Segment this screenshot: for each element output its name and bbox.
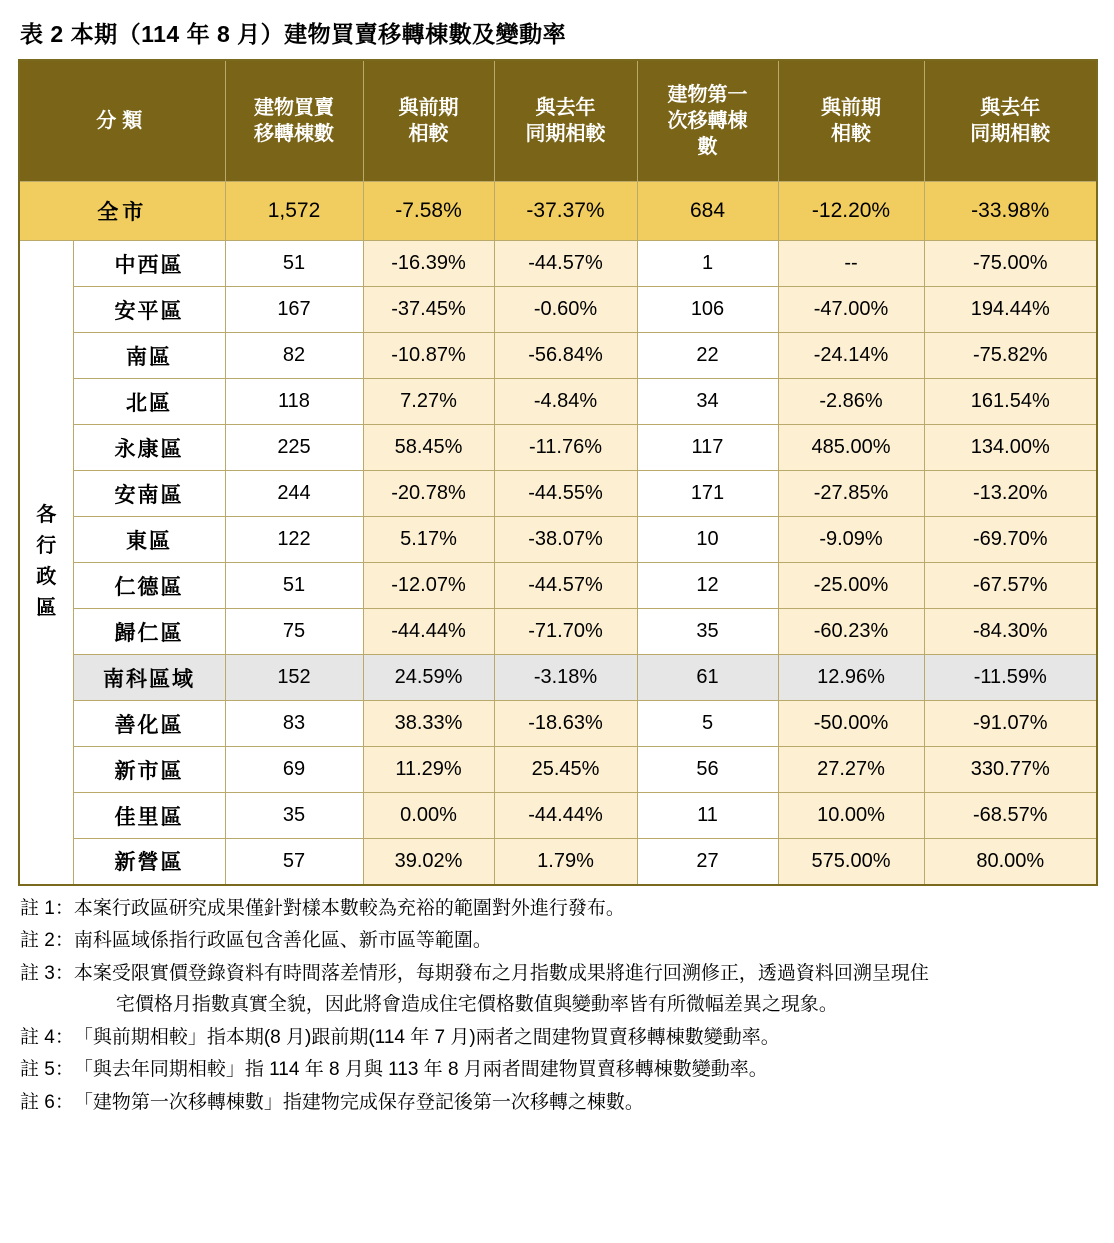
cell-first-transfer: 1: [637, 241, 778, 287]
cell-vs-lastyear: 25.45%: [494, 747, 637, 793]
cell-vs-lastyear: -11.76%: [494, 425, 637, 471]
table-row: [19, 379, 1097, 425]
cell-vs-prev-2: -50.00%: [778, 701, 924, 747]
cell-transfer-count: 167: [225, 287, 363, 333]
cell-transfer-count: 152: [225, 655, 363, 701]
cell-transfer-count: 69: [225, 747, 363, 793]
row-label-district: 永康區: [73, 425, 225, 471]
cell-first-transfer: 35: [637, 609, 778, 655]
cell-vs-lastyear: -56.84%: [494, 333, 637, 379]
cell-vs-lastyear: -4.84%: [494, 379, 637, 425]
footnote-3: [20, 959, 1096, 1021]
header-line-1: 與前期: [398, 97, 459, 119]
footnote-label: 註 2：: [20, 930, 74, 952]
header-line-1: 與去年: [535, 97, 596, 119]
cell-vs-prev: -37.45%: [363, 287, 494, 333]
cell-vs-prev-2: --: [778, 241, 924, 287]
cell-vs-lastyear-2: -13.20%: [924, 471, 1097, 517]
cell-transfer-count: 35: [225, 793, 363, 839]
header-line-2: 同期相較: [970, 123, 1051, 145]
cell-vs-prev: -20.78%: [363, 471, 494, 517]
cell-vs-prev: 38.33%: [363, 701, 494, 747]
cell-vs-lastyear: -37.37%: [494, 182, 637, 241]
group-label-char-2: 行: [36, 535, 57, 558]
cell-transfer-count: 57: [225, 839, 363, 885]
header-line-2: 相較: [408, 123, 449, 145]
cell-first-transfer: 117: [637, 425, 778, 471]
cell-vs-lastyear-2: -67.57%: [924, 563, 1097, 609]
table-row: [19, 517, 1097, 563]
cell-vs-prev: 39.02%: [363, 839, 494, 885]
cell-vs-prev-2: -9.09%: [778, 517, 924, 563]
cell-vs-lastyear: -3.18%: [494, 655, 637, 701]
cell-transfer-count: 51: [225, 563, 363, 609]
cell-vs-lastyear-2: -91.07%: [924, 701, 1097, 747]
row-label-district: 歸仁區: [73, 609, 225, 655]
column-header-vs-lastyear: [494, 60, 637, 182]
cell-vs-prev: 7.27%: [363, 379, 494, 425]
footnote-label: 註 3：: [20, 963, 74, 985]
cell-vs-prev: -12.07%: [363, 563, 494, 609]
cell-vs-prev: 24.59%: [363, 655, 494, 701]
cell-vs-lastyear-2: -69.70%: [924, 517, 1097, 563]
row-label-district: 安南區: [73, 471, 225, 517]
cell-first-transfer: 10: [637, 517, 778, 563]
cell-first-transfer: 56: [637, 747, 778, 793]
cell-first-transfer: 684: [637, 182, 778, 241]
cell-transfer-count: 118: [225, 379, 363, 425]
cell-first-transfer: 27: [637, 839, 778, 885]
cell-vs-prev-2: 10.00%: [778, 793, 924, 839]
cell-vs-prev-2: 27.27%: [778, 747, 924, 793]
cell-transfer-count: 225: [225, 425, 363, 471]
cell-first-transfer: 34: [637, 379, 778, 425]
cell-vs-prev: -10.87%: [363, 333, 494, 379]
cell-vs-lastyear: -18.63%: [494, 701, 637, 747]
footnote-label: 註 5：: [20, 1059, 74, 1081]
header-line-3: 數: [697, 136, 718, 158]
cell-vs-prev-2: 485.00%: [778, 425, 924, 471]
cell-first-transfer: 171: [637, 471, 778, 517]
cell-vs-prev-2: -12.20%: [778, 182, 924, 241]
cell-first-transfer: 106: [637, 287, 778, 333]
footnote-5: [20, 1055, 1096, 1086]
cell-vs-lastyear-2: -75.00%: [924, 241, 1097, 287]
footnote-label: 註 1：: [20, 897, 74, 919]
cell-vs-lastyear-2: 161.54%: [924, 379, 1097, 425]
cell-transfer-count: 244: [225, 471, 363, 517]
cell-transfer-count: 82: [225, 333, 363, 379]
cell-vs-lastyear-2: 134.00%: [924, 425, 1097, 471]
table-row: [19, 471, 1097, 517]
cell-vs-lastyear: -38.07%: [494, 517, 637, 563]
row-label-district: 南區: [73, 333, 225, 379]
cell-transfer-count: 75: [225, 609, 363, 655]
header-line-1: 建物第一: [667, 84, 748, 106]
cell-vs-prev: 0.00%: [363, 793, 494, 839]
cell-vs-lastyear: -44.57%: [494, 241, 637, 287]
header-line-1: 與前期: [821, 97, 881, 119]
cell-vs-prev-2: -27.85%: [778, 471, 924, 517]
table-row: [19, 747, 1097, 793]
cell-vs-prev-2: 575.00%: [778, 839, 924, 885]
row-label-district: 東區: [73, 517, 225, 563]
row-label-district: 善化區: [73, 701, 225, 747]
cell-first-transfer: 5: [637, 701, 778, 747]
row-label-district: 北區: [73, 379, 225, 425]
table-row: [19, 701, 1097, 747]
table-row: [19, 563, 1097, 609]
cell-vs-lastyear-2: -75.82%: [924, 333, 1097, 379]
table-body: [19, 182, 1097, 885]
cell-transfer-count: 51: [225, 241, 363, 287]
cell-vs-prev: 5.17%: [363, 517, 494, 563]
cell-first-transfer: 61: [637, 655, 778, 701]
cell-vs-prev-2: -25.00%: [778, 563, 924, 609]
row-label-district: 佳里區: [73, 793, 225, 839]
cell-vs-prev-2: -47.00%: [778, 287, 924, 333]
cell-vs-lastyear-2: -33.98%: [924, 182, 1097, 241]
footnote-text: 本案受限實價登錄資料有時間落差情形，每期發布之月指數成果將進行回溯修正，透過資料回溯呈現住: [73, 963, 929, 985]
row-group-label-districts: [19, 241, 73, 885]
row-label-district: 新市區: [73, 747, 225, 793]
group-label-char-4: 區: [36, 597, 57, 620]
column-header-first-transfer: [637, 60, 778, 182]
cell-vs-lastyear-2: 80.00%: [924, 839, 1097, 885]
cell-first-transfer: 22: [637, 333, 778, 379]
column-header-transfer-count: [225, 60, 363, 182]
cell-vs-prev-2: 12.96%: [778, 655, 924, 701]
column-header-category: 分類: [19, 60, 225, 182]
footnote-4: [20, 1023, 1096, 1054]
table-row: [19, 333, 1097, 379]
cell-vs-prev-2: -2.86%: [778, 379, 924, 425]
row-label-district: 仁德區: [73, 563, 225, 609]
footnote-6: [20, 1088, 1096, 1119]
cell-vs-lastyear: -44.55%: [494, 471, 637, 517]
table-row: [19, 287, 1097, 333]
header-line-2: 次移轉棟: [667, 110, 748, 132]
table-row: [19, 241, 1097, 287]
cell-vs-lastyear-2: -11.59%: [924, 655, 1097, 701]
cell-vs-prev-2: -60.23%: [778, 609, 924, 655]
footnote-text-wrap: [74, 959, 1096, 1021]
header-row: [19, 60, 1097, 182]
footnote-text: 南科區域係指行政區包含善化區、新市區等範圍。: [73, 930, 492, 952]
table-row: [19, 793, 1097, 839]
transfer-statistics-table: [18, 59, 1098, 886]
header-line-1: 建物買賣: [254, 97, 334, 119]
cell-vs-prev: -44.44%: [363, 609, 494, 655]
cell-vs-prev: -7.58%: [363, 182, 494, 241]
cell-vs-lastyear: -44.57%: [494, 563, 637, 609]
footnote-text: 本案行政區研究成果僅針對樣本數較為充裕的範圍對外進行發布。: [73, 897, 625, 919]
cell-vs-lastyear: -0.60%: [494, 287, 637, 333]
footnote-label: 註 6：: [20, 1092, 74, 1114]
cell-vs-lastyear-2: 194.44%: [924, 287, 1097, 333]
row-label-district: 南科區域: [73, 655, 225, 701]
cell-vs-lastyear-2: -84.30%: [924, 609, 1097, 655]
page-title: 表 2 本期（114 年 8 月）建物買賣移轉棟數及變動率: [20, 21, 567, 47]
cell-vs-prev: 11.29%: [363, 747, 494, 793]
footnotes: [20, 894, 1096, 1119]
column-header-vs-prev-2: [778, 60, 924, 182]
footnote-text: 「與前期相較」指本期(8 月)跟前期(114 年 7 月)兩者之間建物買賣移轉棟數變動率。: [73, 1026, 780, 1048]
table-row: [19, 425, 1097, 471]
group-label-char-1: 各: [36, 504, 57, 527]
group-label-char-3: 政: [36, 566, 57, 589]
column-header-vs-prev: [363, 60, 494, 182]
footnote-text-continued: 宅價格月指數真實全貌，因此將會造成住宅價格數值與變動率皆有所微幅差異之現象。: [115, 993, 838, 1015]
cell-vs-prev: 58.45%: [363, 425, 494, 471]
row-label-citywide: 全市: [19, 182, 225, 241]
footnote-2: [20, 926, 1096, 957]
cell-vs-lastyear: -44.44%: [494, 793, 637, 839]
cell-vs-prev-2: -24.14%: [778, 333, 924, 379]
header-line-2: 移轉棟數: [254, 123, 334, 145]
cell-transfer-count: 83: [225, 701, 363, 747]
cell-transfer-count: 122: [225, 517, 363, 563]
footnote-text: 「建物第一次移轉棟數」指建物完成保存登記後第一次移轉之棟數。: [73, 1092, 644, 1114]
header-line-1: 與去年: [980, 97, 1041, 119]
footnote-text: 「與去年同期相較」指 114 年 8 月與 113 年 8 月兩者間建物買賣移轉棟數變動率。: [73, 1059, 768, 1081]
footnote-1: [20, 894, 1096, 925]
cell-vs-lastyear: 1.79%: [494, 839, 637, 885]
cell-first-transfer: 11: [637, 793, 778, 839]
cell-vs-prev: -16.39%: [363, 241, 494, 287]
table-row: [19, 839, 1097, 885]
cell-transfer-count: 1,572: [225, 182, 363, 241]
table-row-highlighted: [19, 655, 1097, 701]
row-label-district: 新營區: [73, 839, 225, 885]
cell-vs-lastyear: -71.70%: [494, 609, 637, 655]
cell-vs-lastyear-2: 330.77%: [924, 747, 1097, 793]
footnote-label: 註 4：: [20, 1026, 74, 1048]
table-row-total: [19, 182, 1097, 241]
cell-vs-lastyear-2: -68.57%: [924, 793, 1097, 839]
column-header-vs-lastyear-2: [924, 60, 1097, 182]
cell-first-transfer: 12: [637, 563, 778, 609]
table-row: [19, 609, 1097, 655]
header-line-2: 同期相較: [525, 123, 606, 145]
row-label-district: 中西區: [73, 241, 225, 287]
table-header: [19, 60, 1097, 182]
row-label-district: 安平區: [73, 287, 225, 333]
header-line-2: 相較: [831, 123, 871, 145]
